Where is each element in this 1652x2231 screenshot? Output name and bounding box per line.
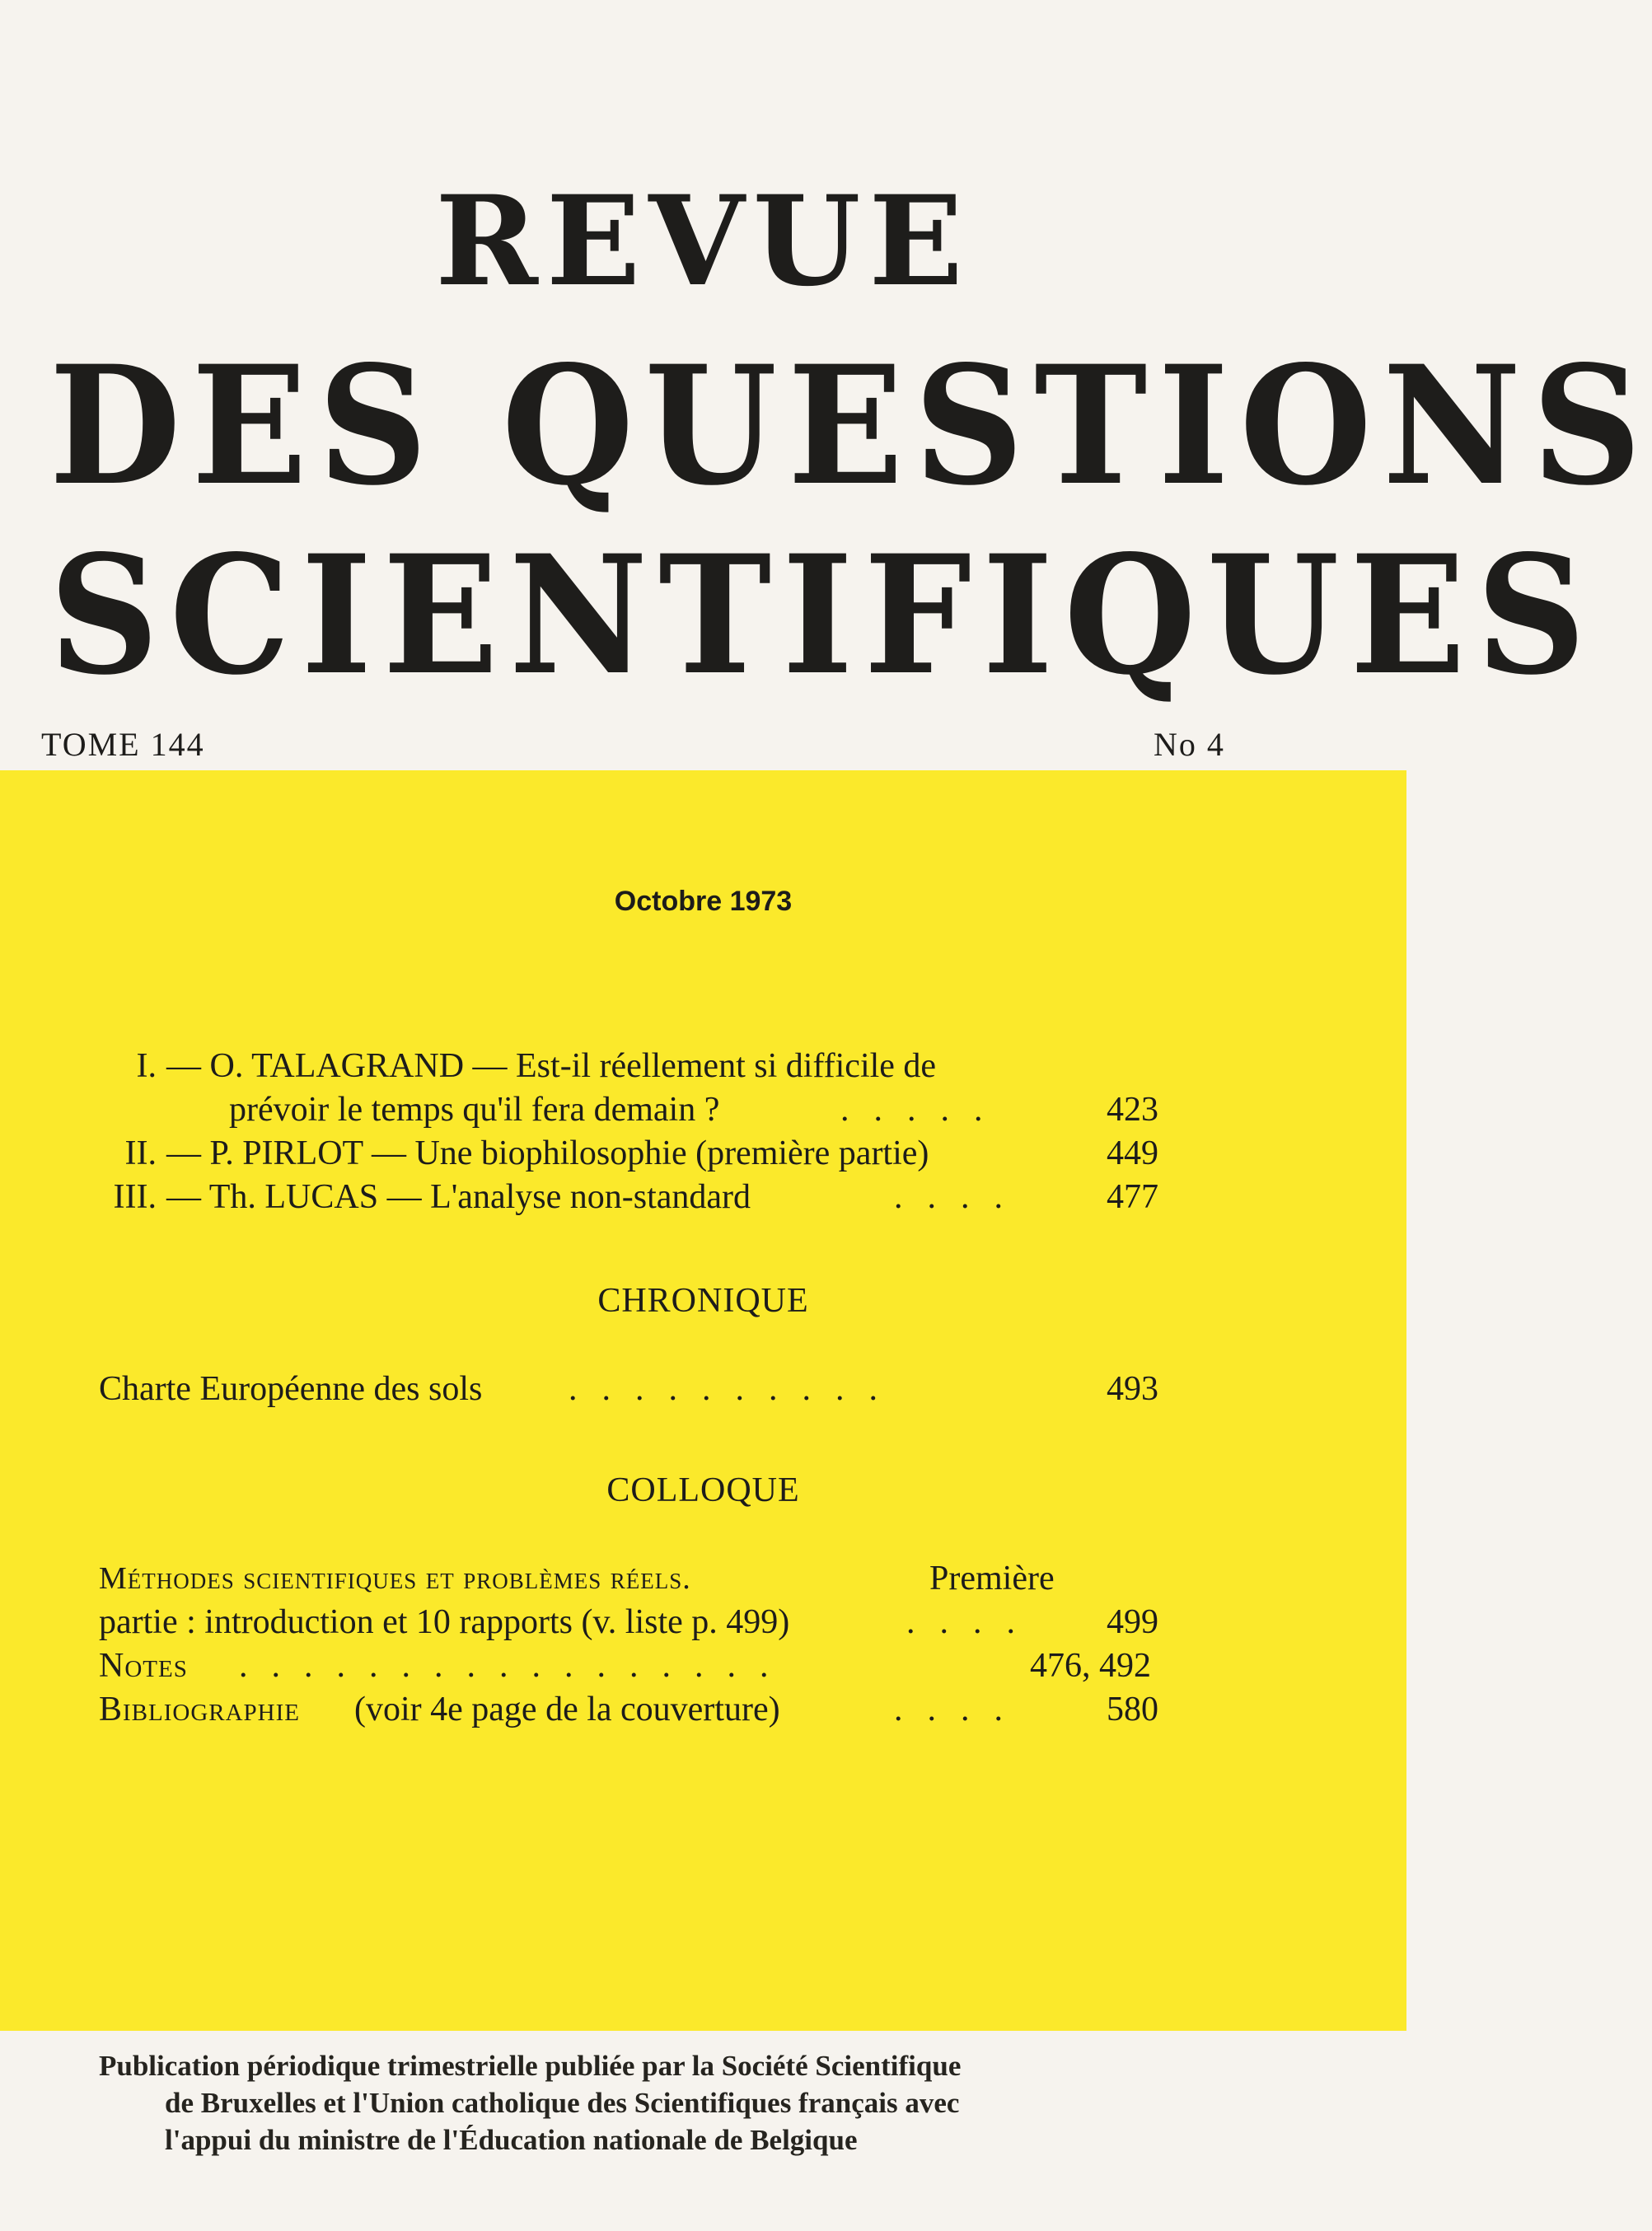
publication-note-line: Publication périodique trimestrielle publiée par la Société Scientifique xyxy=(99,2050,962,2082)
bibliographie-note: (voir 4e page de la couverture) xyxy=(354,1691,780,1728)
article-title: — O. TALAGRAND — Est-il réellement si difficile de xyxy=(166,1047,937,1085)
colloque-title-rest: Première xyxy=(929,1560,1055,1597)
article-number: III. xyxy=(113,1178,157,1216)
journal-title-line-3: SCIENTIFIQUES xyxy=(49,519,1597,711)
page-number: 476, 492 xyxy=(1030,1647,1151,1685)
leader-dots: ..... xyxy=(840,1091,1008,1129)
bibliographie-label: Bibliographie xyxy=(99,1691,300,1728)
leader-dots: .... xyxy=(894,1691,1027,1728)
colloque-title: Méthodes scientifiques et problèmes réels. xyxy=(99,1561,691,1596)
leader-dots: .... xyxy=(894,1178,1027,1216)
colloque-subtitle: partie : introduction et 10 rapports (v. liste p. 499) xyxy=(99,1603,790,1641)
list-item xyxy=(0,1088,1406,1132)
list-item xyxy=(0,1644,1406,1688)
page-number: 477 xyxy=(1107,1178,1158,1216)
page-number: 499 xyxy=(1107,1603,1158,1641)
issue-date: Octobre 1973 xyxy=(614,886,793,917)
list-item xyxy=(0,1176,1406,1219)
section-heading-chronique: CHRONIQUE xyxy=(597,1282,809,1320)
publication-note-line: l'appui du ministre de l'Éducation nationale de Belgique xyxy=(165,2124,858,2156)
page-number: 580 xyxy=(1107,1691,1158,1728)
section-heading-colloque: COLLOQUE xyxy=(606,1471,800,1509)
notes-label: Notes xyxy=(99,1647,188,1685)
publication-note-line: de Bruxelles et l'Union catholique des Scientifiques français avec xyxy=(165,2087,960,2119)
list-item xyxy=(0,1132,1406,1176)
leader-dots: .... xyxy=(906,1603,1040,1641)
list-item xyxy=(0,1601,1406,1644)
publication-note xyxy=(99,2047,1162,2159)
article-title: — Th. LUCAS — L'analyse non-standard xyxy=(166,1178,751,1216)
issue-number: No 4 xyxy=(1154,726,1225,763)
list-item xyxy=(0,1688,1406,1732)
page-number: 449 xyxy=(1107,1134,1158,1172)
page-number: 423 xyxy=(1107,1091,1158,1129)
journal-title-line-2: DES QUESTIONS xyxy=(49,330,1652,522)
journal-title-line-1: REVUE xyxy=(435,169,971,314)
list-item xyxy=(0,1368,1406,1411)
tome-label: TOME 144 xyxy=(41,726,205,763)
leader-dots: .......... xyxy=(569,1370,902,1408)
article-title: — P. PIRLOT — Une biophilosophie (première partie) xyxy=(166,1134,929,1172)
list-item xyxy=(0,1045,1406,1088)
leader-dots: ................. xyxy=(239,1647,793,1685)
chronique-title: Charte Européenne des sols xyxy=(99,1370,483,1408)
list-item xyxy=(0,1557,1406,1601)
article-number: I. xyxy=(136,1047,157,1085)
article-title-continued: prévoir le temps qu'il fera demain ? xyxy=(229,1091,720,1129)
article-number: II. xyxy=(124,1134,157,1172)
page-number: 493 xyxy=(1107,1370,1158,1408)
